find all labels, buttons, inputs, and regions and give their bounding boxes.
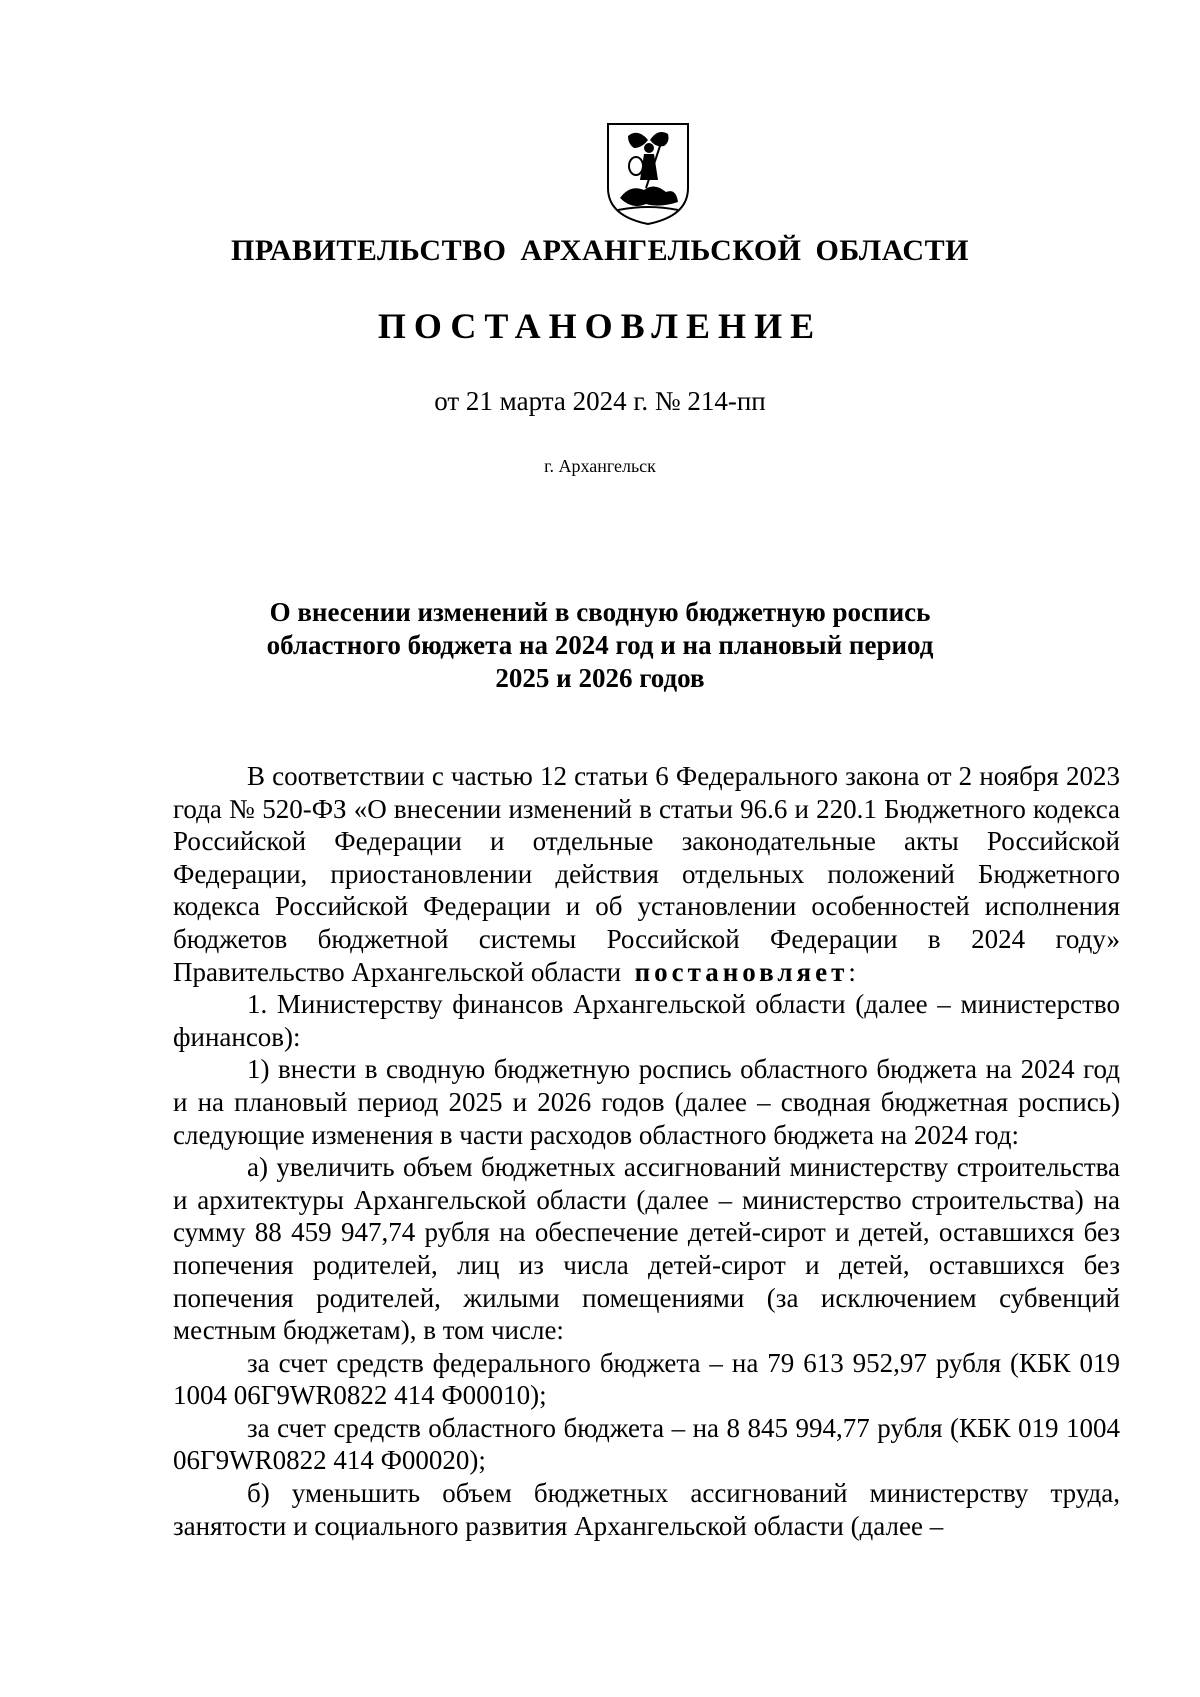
- item-1-1-paragraph: 1) внести в сводную бюджетную роспись областного бюджета на 2024 год и на плановый период 2025 и 2026 годов (далее – сводная бюджетная роспись) следующие изменения в части расходов областного бюджета на 2024 год:: [173, 1054, 1120, 1150]
- organization-name: ПРАВИТЕЛЬСТВО АРХАНГЕЛЬСКОЙ ОБЛАСТИ: [231, 234, 969, 267]
- item-a-federal-paragraph: за счет средств федерального бюджета – на 79 613 952,97 рубля (КБК 019 1004 06Г9WR0822 414 Ф00010);: [173, 1347, 1120, 1411]
- item-a-regional-paragraph: за счет средств областного бюджета – на 8 845 994,77 рубля (КБК 019 1004 06Г9WR0822 414 Ф00020);: [173, 1412, 1120, 1476]
- document-body: [173, 760, 1120, 1542]
- preamble-text: В соответствии с частью 12 статьи 6 Федерального закона от 2 ноября 2023 года № 520-ФЗ «О внесении изменений в статьи 96.6 и 220.1 Бюджетного кодекса Российской Федерации и отдельные законодательные акты Российской Федерации, приостановлении действия отдельных положений Бюджетного кодекса Российской Федерации и об установлении особенностей исполнения бюджетов бюджетной системы Российской Федерации в 2024 году» Правительство Архангельской области: [173, 761, 1120, 987]
- document-city: г. Архангельск: [544, 456, 656, 476]
- document-date-number: от 21 марта 2024 г. № 214-пп: [434, 386, 766, 416]
- resolves-word: постановляет: [634, 956, 849, 987]
- document-type: ПОСТАНОВЛЕНИЕ: [377, 306, 823, 346]
- preamble-paragraph: [173, 760, 1120, 988]
- archangel-coat-of-arms-icon: [598, 118, 698, 228]
- title-line-2: областного бюджета на 2024 год и на плановый период: [266, 630, 934, 660]
- title-line-3: 2025 и 2026 годов: [495, 663, 705, 693]
- item-a-paragraph: а) увеличить объем бюджетных ассигнований министерству строительства и архитектуры Архангельской области (далее – министерство строительства) на сумму 88 459 947,74 рубля на обеспечение детей-сирот и детей, оставшихся без попечения родителей, лиц из числа детей-сирот и детей, оставшихся без попечения родителей, жилыми помещениями (за исключением субвенций местным бюджетам), в том числе:: [173, 1152, 1120, 1346]
- title-line-1: О внесении изменений в сводную бюджетную роспись: [269, 597, 931, 627]
- resolves-suffix: :: [848, 956, 856, 987]
- document-title: [0, 596, 1200, 695]
- item-b-paragraph: б) уменьшить объем бюджетных ассигнований министерству труда, занятости и социального развития Архангельской области (далее –: [173, 1478, 1120, 1541]
- item-1-paragraph: 1. Министерству финансов Архангельской области (далее – министерство финансов):: [173, 989, 1120, 1052]
